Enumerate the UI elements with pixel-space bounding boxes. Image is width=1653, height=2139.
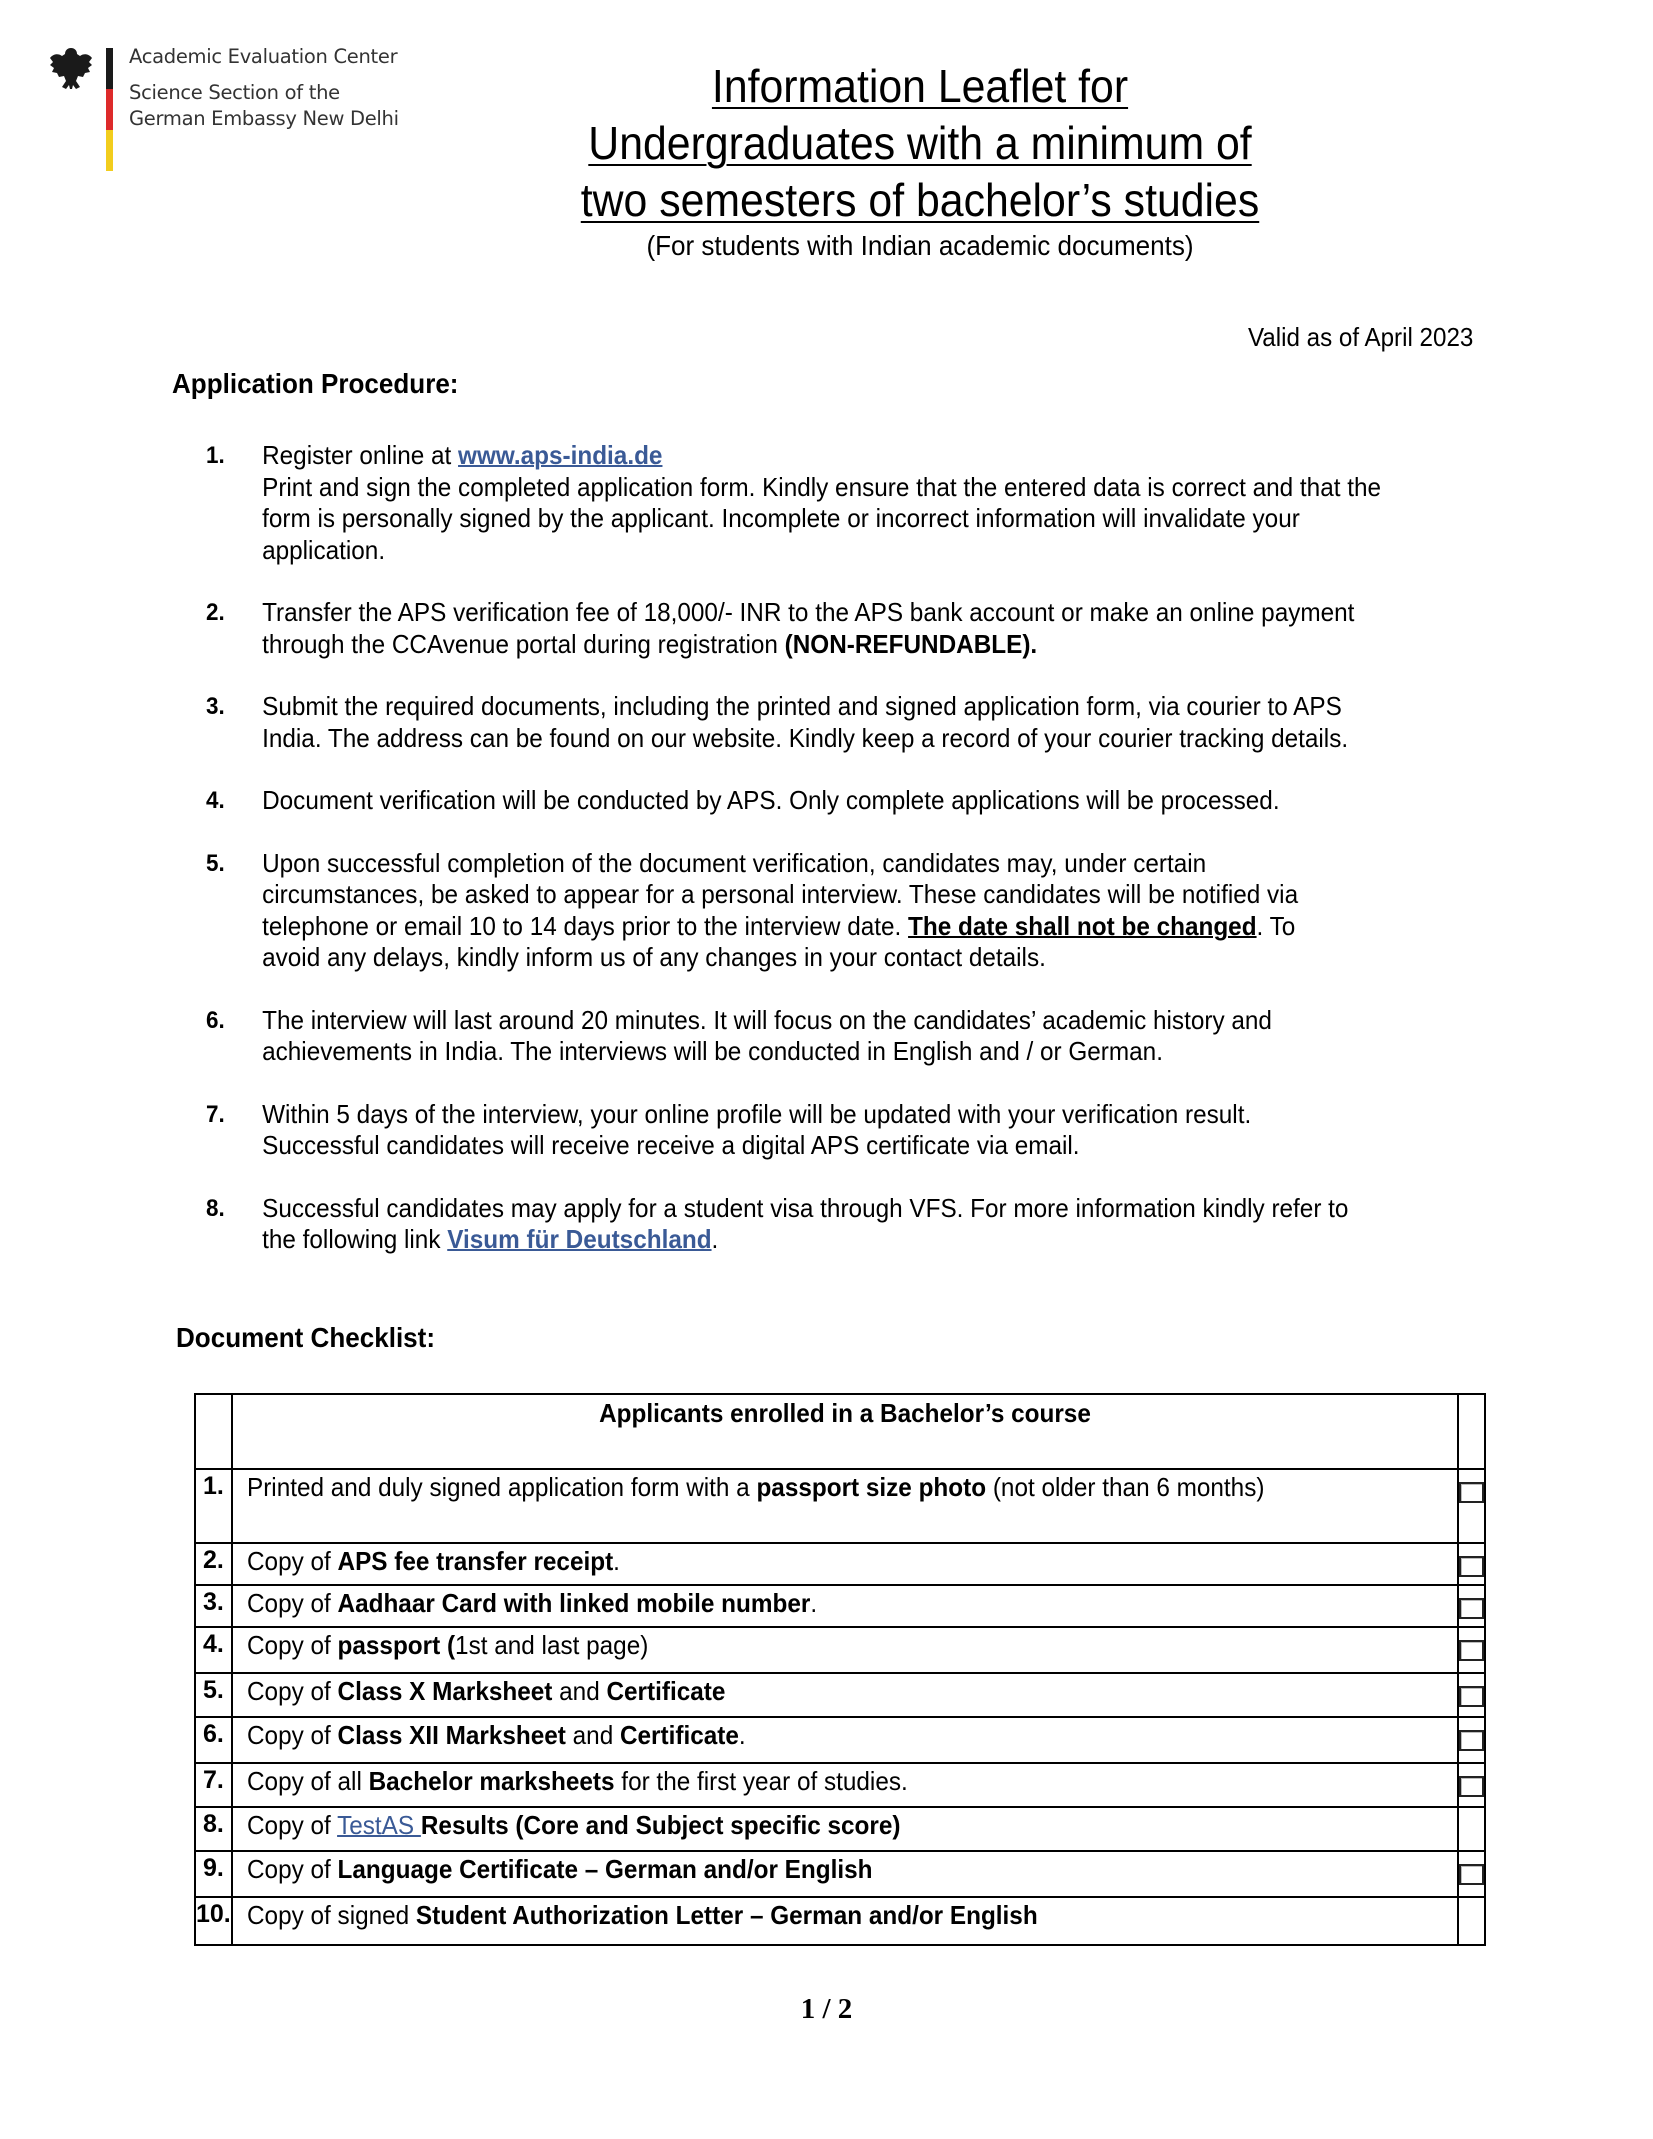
table-row (195, 1627, 1485, 1673)
row-description (232, 1897, 1458, 1945)
row-number: 5. (195, 1673, 232, 1717)
header-num-cell (195, 1394, 232, 1469)
step-number: 3. (206, 693, 225, 720)
bold-text: APS fee transfer receipt (337, 1546, 613, 1576)
text: and (552, 1676, 607, 1706)
flag-black (106, 48, 113, 89)
row-number: 9. (195, 1851, 232, 1897)
logo-line-1: Academic Evaluation Center (129, 45, 398, 68)
row-description (232, 1627, 1458, 1673)
step-text: . To avoid any delays, kindly inform us of any changes in your contact details. (262, 910, 1296, 972)
testas-link[interactable]: TestAS (336, 1810, 421, 1840)
federal-eagle-icon (46, 44, 96, 94)
step-text: Submit the required documents, including the printed and signed application form, via courier to APS India. The address can be found on our website. Kindly keep a record of your courier tracking details. (262, 691, 1349, 753)
checkbox-cell (1458, 1585, 1485, 1627)
row-number: 3. (195, 1585, 232, 1627)
bold-text: Language Certificate – German and/or English (337, 1854, 873, 1884)
row-number: 6. (195, 1717, 232, 1763)
procedure-steps (206, 440, 1496, 1287)
text: . (612, 1546, 620, 1576)
logo-line-3: German Embassy New Delhi (129, 107, 399, 130)
row-description (232, 1763, 1458, 1807)
text: Copy of signed (246, 1900, 416, 1930)
row-number: 8. (195, 1807, 232, 1851)
table-row (195, 1543, 1485, 1585)
row-description (232, 1717, 1458, 1763)
step-text: Transfer the APS verification fee of 18,000/- INR to the APS bank account or make an online payment through the CCAvenue portal during registration (262, 597, 1355, 659)
step-4 (206, 785, 1571, 817)
text: . (810, 1588, 817, 1618)
text: and (565, 1720, 620, 1750)
visum-link[interactable]: Visum für Deutschland (447, 1224, 712, 1254)
checkbox-cell (1458, 1851, 1485, 1897)
text: for the first year of studies. (614, 1766, 908, 1796)
checkbox-cell (1458, 1763, 1485, 1807)
row-description (232, 1469, 1458, 1543)
checklist-body (195, 1469, 1485, 1945)
non-refundable-note: (NON-REFUNDABLE). (784, 628, 1038, 659)
table-row (195, 1585, 1485, 1627)
date-not-changed-note: The date shall not be changed (908, 910, 1257, 941)
step-number: 6. (206, 1006, 225, 1034)
document-checklist-heading: Document Checklist: (176, 1322, 436, 1353)
text: Copy of (246, 1588, 338, 1618)
application-procedure-heading: Application Procedure: (172, 368, 459, 399)
table-row (195, 1897, 1485, 1945)
bold-text: Bachelor marksheets (368, 1766, 615, 1796)
checkbox[interactable] (1459, 1556, 1484, 1577)
flag-red (106, 89, 113, 130)
table-header-text: Applicants enrolled in a Bachelor’s course (598, 1398, 1091, 1428)
checkbox-cell (1458, 1897, 1485, 1945)
text: (not older than 6 months) (985, 1472, 1265, 1502)
step-number: 7. (206, 1100, 225, 1128)
checkbox[interactable] (1459, 1864, 1484, 1885)
bold-text: passport ( (337, 1630, 455, 1660)
bold-text: Class XII Marksheet (337, 1720, 566, 1750)
bold-text: Results (Core and Subject specific score) (420, 1810, 901, 1840)
text: Copy of all (246, 1766, 369, 1796)
checkbox-cell (1458, 1807, 1485, 1851)
checkbox-cell (1458, 1717, 1485, 1763)
table-header (232, 1394, 1458, 1469)
step-number: 1. (206, 442, 225, 469)
bold-text: Class X Marksheet (337, 1676, 553, 1706)
text: 1st and last page) (454, 1630, 649, 1660)
row-number: 1. (195, 1469, 232, 1543)
step-text: Document verification will be conducted by APS. Only complete applications will be processed. (262, 785, 1280, 815)
bold-text: Certificate (606, 1676, 726, 1706)
table-row (195, 1807, 1485, 1851)
text: Copy of (246, 1546, 338, 1576)
logo-line-2: Science Section of the (129, 81, 340, 104)
checkbox[interactable] (1459, 1482, 1484, 1503)
step-1 (206, 440, 1571, 566)
aps-india-link[interactable]: www.aps-india.de (458, 440, 663, 470)
step-text: Successful candidates may apply for a student visa through VFS. For more information kindly refer to the following link (262, 1192, 1349, 1254)
row-number: 2. (195, 1543, 232, 1585)
table-row (195, 1851, 1485, 1897)
step-5 (206, 848, 1571, 974)
row-description (232, 1807, 1458, 1851)
bold-text: passport size photo (756, 1472, 986, 1502)
checkbox[interactable] (1459, 1776, 1484, 1797)
step-number: 5. (206, 849, 225, 877)
checkbox-cell (1458, 1673, 1485, 1717)
step-6 (206, 1005, 1571, 1068)
text: Printed and duly signed application form with a (246, 1472, 757, 1502)
embassy-logo (46, 44, 406, 174)
flag-gold (106, 130, 113, 171)
table-row (195, 1763, 1485, 1807)
step-text: Register online at (262, 440, 459, 470)
row-description (232, 1851, 1458, 1897)
document-checklist-table (194, 1393, 1486, 1946)
step-number: 2. (206, 599, 225, 626)
step-text: Upon successful completion of the document verification, candidates may, under certain circumstances, be asked to appear for a personal interview. These candidates will be notified via telephone or email 10 to 14 days prior to the interview date. (262, 847, 1299, 941)
bold-text: Student Authorization Letter – German and/or English (415, 1900, 1038, 1930)
text: . (738, 1720, 746, 1750)
step-number: 4. (206, 787, 225, 814)
text: Copy of (246, 1720, 338, 1750)
row-number: 10. (195, 1897, 232, 1945)
row-number: 4. (195, 1627, 232, 1673)
checkbox[interactable] (1459, 1686, 1484, 1707)
title-line-2: Undergraduates with a minimum of (588, 117, 1252, 169)
step-text: Print and sign the completed application form. Kindly ensure that the entered data is correct and that the form is personally signed by the applicant. Incomplete or incorrect information will invalidate your application. (262, 471, 1382, 565)
row-number: 7. (195, 1763, 232, 1807)
step-3 (206, 691, 1571, 754)
checkbox[interactable] (1459, 1640, 1484, 1661)
step-2 (206, 597, 1571, 660)
bold-text: Aadhaar Card with linked mobile number (337, 1588, 811, 1618)
checkbox[interactable] (1459, 1730, 1484, 1751)
german-flag-bar (106, 48, 113, 171)
checkbox-cell (1458, 1543, 1485, 1585)
checkbox-cell (1458, 1627, 1485, 1673)
table-header-row (195, 1394, 1485, 1469)
bold-text: Certificate (619, 1720, 739, 1750)
text: Copy of (246, 1810, 337, 1840)
table-row (195, 1469, 1485, 1543)
row-description (232, 1585, 1458, 1627)
logo-text (129, 44, 399, 132)
title-line-3: two semesters of bachelor’s studies (580, 174, 1260, 226)
page-number: 1 / 2 (800, 1993, 853, 2025)
period: . (711, 1224, 719, 1254)
step-number: 8. (206, 1194, 225, 1222)
table-row (195, 1717, 1485, 1763)
title-block (440, 58, 1400, 263)
text: Copy of (246, 1676, 338, 1706)
table-row (195, 1673, 1485, 1717)
checkbox-cell (1458, 1469, 1485, 1543)
subtitle: (For students with Indian academic documents) (646, 230, 1194, 261)
valid-date: Valid as of April 2023 (1247, 322, 1473, 352)
row-description (232, 1543, 1458, 1585)
step-text: The interview will last around 20 minutes. It will focus on the candidates’ academic history and achievements in India. The interviews will be conducted in English and / or German. (262, 1004, 1272, 1066)
text: Copy of (246, 1630, 338, 1660)
header-check-cell (1458, 1394, 1485, 1469)
step-text: Within 5 days of the interview, your online profile will be updated with your verification result. Successful candidates will receive receive a digital APS certificate via email. (262, 1098, 1252, 1160)
row-description (232, 1673, 1458, 1717)
title-line-1: Information Leaflet for (711, 60, 1129, 112)
step-8 (206, 1193, 1571, 1256)
checkbox[interactable] (1459, 1598, 1484, 1619)
text: Copy of (246, 1854, 338, 1884)
step-7 (206, 1099, 1571, 1162)
